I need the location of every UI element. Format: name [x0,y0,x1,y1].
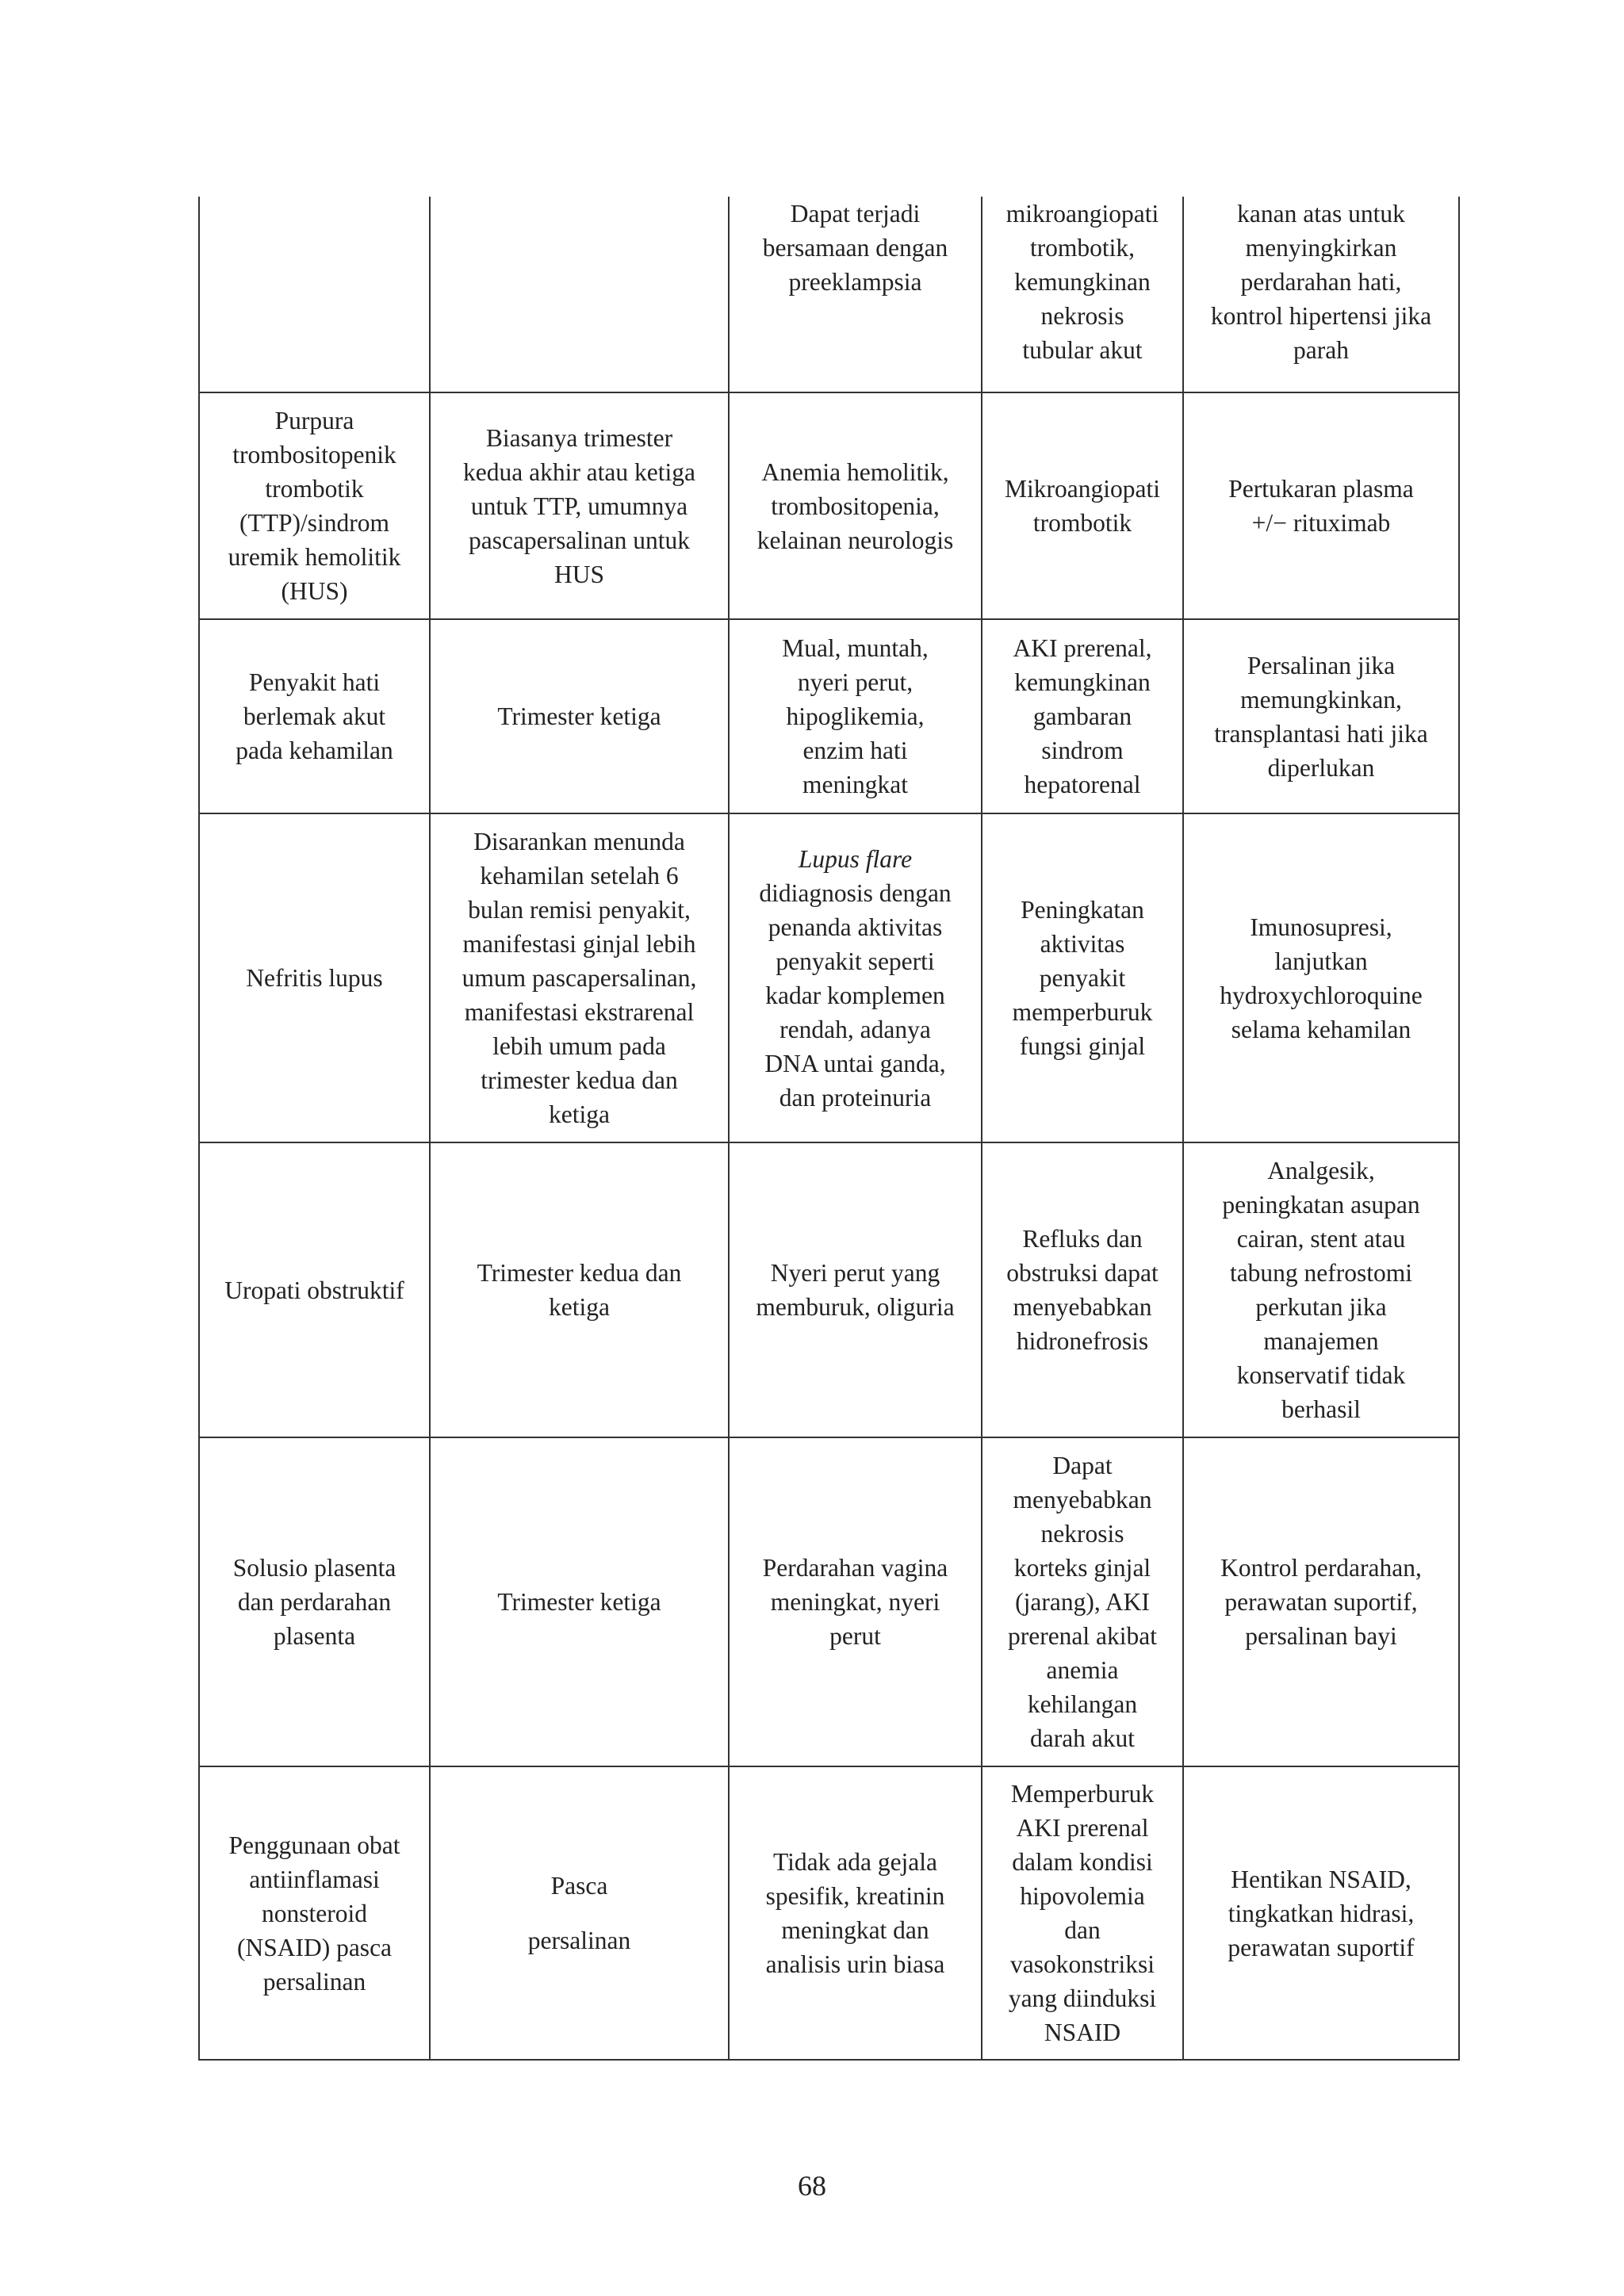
kidney-effect-cell: AKI prerenal, kemungkinan gambaran sindrom hepatorenal [982,619,1183,813]
table-row [199,1142,1459,1437]
timing-cell: Biasanya trimester kedua akhir atau ketiga untuk TTP, umumnya pascapersalinan untuk HUS [430,392,729,619]
timing-cell: Trimester ketiga [430,619,729,813]
table-row [199,813,1459,1142]
symptoms-cell: Mual, muntah, nyeri perut, hipoglikemia, enzim hati meningkat [729,619,982,813]
management-cell: Hentikan NSAID, tingkatkan hidrasi, perawatan suportif [1183,1766,1459,2060]
timing-cell: Trimester ketiga [430,1437,729,1766]
kidney-effect-cell: Dapat menyebabkan nekrosis korteks ginjal (jarang), AKI prerenal akibat anemia kehilangan darah akut [982,1437,1183,1766]
symptoms-cell: Tidak ada gejala spesifik, kreatinin meningkat dan analisis urin biasa [729,1766,982,2060]
condition-cell: Nefritis lupus [199,813,430,1142]
medical-conditions-table [198,197,1460,2061]
kidney-effect-cell: Mikroangiopati trombotik [982,392,1183,619]
condition-cell: Purpura trombositopenik trombotik (TTP)/sindrom uremik hemolitik (HUS) [199,392,430,619]
symptoms-cell: Dapat terjadi bersamaan dengan preeklampsia [729,197,982,392]
management-cell: Imunosupresi, lanjutkan hydroxychloroquine selama kehamilan [1183,813,1459,1142]
kidney-effect-cell: Memperburuk AKI prerenal dalam kondisi hipovolemia dan vasokonstriksi yang diinduksi NSAID [982,1766,1183,2060]
symptoms-cell: Lupus flare didiagnosis dengan penanda aktivitas penyakit seperti kadar komplemen rendah, adanya DNA untai ganda, dan proteinuria [729,813,982,1142]
condition-cell: Penggunaan obat antiinflamasi nonsteroid (NSAID) pasca persalinan [199,1766,430,2060]
table-row [199,1766,1459,2060]
symptoms-cell: Anemia hemolitik, trombositopenia, kelainan neurologis [729,392,982,619]
timing-cell: Disarankan menunda kehamilan setelah 6 bulan remisi penyakit, manifestasi ginjal lebih umum pascapersalinan, manifestasi ekstrarenal lebih umum pada trimester kedua dan ketiga [430,813,729,1142]
timing-cell [430,197,729,392]
condition-cell: Penyakit hati berlemak akut pada kehamilan [199,619,430,813]
condition-cell: Solusio plasenta dan perdarahan plasenta [199,1437,430,1766]
kidney-effect-cell: Refluks dan obstruksi dapat menyebabkan hidronefrosis [982,1142,1183,1437]
timing-cell: Trimester kedua dan ketiga [430,1142,729,1437]
management-cell: Analgesik, peningkatan asupan cairan, stent atau tabung nefrostomi perkutan jika manajemen konservatif tidak berhasil [1183,1142,1459,1437]
symptoms-cell: Nyeri perut yang memburuk, oliguria [729,1142,982,1437]
management-cell: kanan atas untuk menyingkirkan perdarahan hati, kontrol hipertensi jika parah [1183,197,1459,392]
condition-cell: Uropati obstruktif [199,1142,430,1437]
table-row [199,619,1459,813]
timing-cell: Pasca persalinan [430,1766,729,2060]
kidney-effect-cell: mikroangiopati trombotik, kemungkinan nekrosis tubular akut [982,197,1183,392]
table-row [199,392,1459,619]
symptoms-cell: Perdarahan vagina meningkat, nyeri perut [729,1437,982,1766]
kidney-effect-cell: Peningkatan aktivitas penyakit memperburuk fungsi ginjal [982,813,1183,1142]
table-row [199,197,1459,392]
management-cell: Persalinan jika memungkinkan, transplantasi hati jika diperlukan [1183,619,1459,813]
table-row [199,1437,1459,1766]
management-cell: Kontrol perdarahan, perawatan suportif, persalinan bayi [1183,1437,1459,1766]
condition-cell [199,197,430,392]
management-cell: Pertukaran plasma +/− rituximab [1183,392,1459,619]
page-number: 68 [798,2170,826,2202]
